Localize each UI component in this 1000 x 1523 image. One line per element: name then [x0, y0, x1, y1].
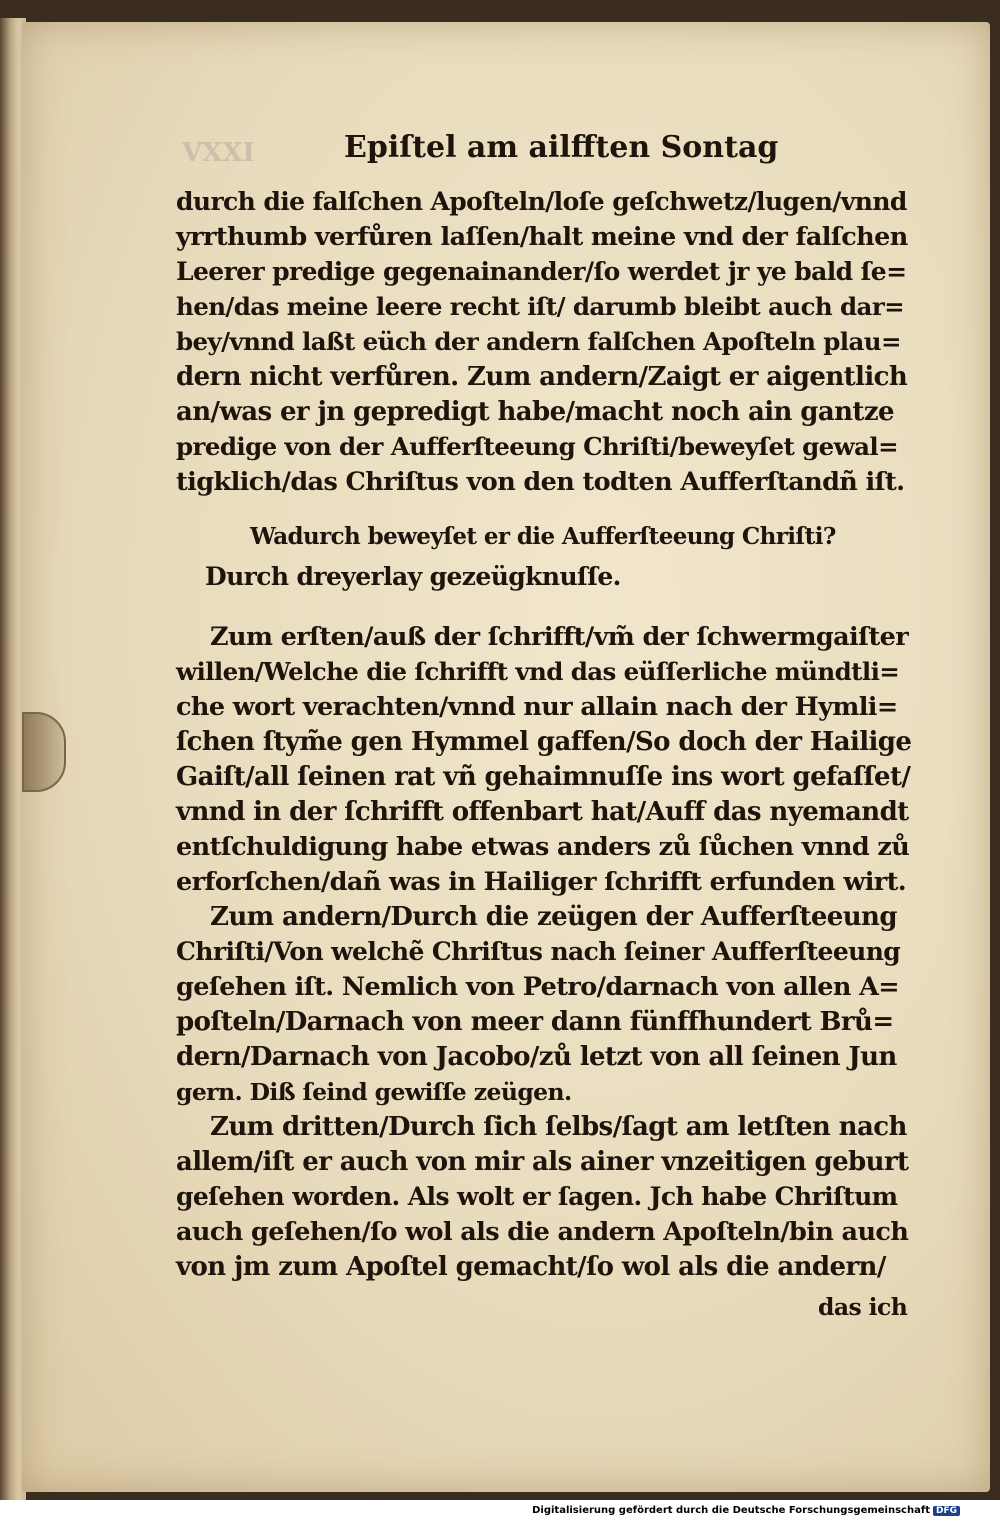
- catchword: das ich: [818, 1293, 908, 1321]
- text-line: durch die falſchen Apoſteln/loſe geſchwetz/lugen/vnnd: [176, 187, 907, 216]
- text-line: tigklich/das Chriſtus von den todten Aufferſtandñ iſt.: [176, 467, 905, 497]
- dfg-logo: DFG: [933, 1506, 960, 1516]
- text-line: che wort verachten/vnnd nur allain nach der Hymli=: [176, 692, 898, 722]
- text-line: hen/das meine leere recht iſt/ darumb bleibt auch dar=: [176, 292, 905, 321]
- text-line: willen/Welche die ſchrifft vnd das eüſſerliche mündtli=: [176, 657, 900, 686]
- text-line: dern nicht verfůren. Zum andern/Zaigt er aigentlich: [176, 362, 908, 392]
- text-line: Zum dritten/Durch ſich ſelbs/ſagt am letſten nach: [210, 1112, 907, 1142]
- text-line: Gaiſt/all ſeinen rat vñ gehaimnuſſe ins wort gefaſſet/: [176, 762, 911, 792]
- clasp-shadow: [22, 712, 66, 792]
- footer-text: Digitalisierung gefördert durch die Deutsche Forschungsgemeinschaft: [532, 1505, 930, 1516]
- text-line: auch geſehen/ſo wol als die andern Apoſteln/bin auch: [176, 1217, 909, 1247]
- text-line: an/was er jn gepredigt habe/macht noch ain gantze: [176, 397, 894, 427]
- text-line: gern. Diß ſeind gewiſſe zeügen.: [176, 1078, 572, 1106]
- question-line: Wadurch beweyſet er die Aufferſteeung Chriſti?: [250, 523, 836, 550]
- text-line: Zum andern/Durch die zeügen der Aufferſteeung: [210, 902, 897, 932]
- text-line: Chriſti/Von welchẽ Chriſtus nach ſeiner Aufferſteeung: [176, 937, 901, 966]
- text-line: vnnd in der ſchrifft offenbart hat/Auff das nyemandt: [176, 797, 909, 827]
- text-line: bey/vnnd laßt eüch der andern falſchen Apoſteln plau=: [176, 327, 901, 356]
- funding-footer: [532, 1505, 960, 1516]
- text-line: allem/iſt er auch von mir als ainer vnzeitigen geburt: [176, 1147, 909, 1177]
- running-head: Epiſtel am ailfften Sontag: [344, 130, 779, 165]
- text-line: predige von der Aufferſteeung Chriſti/beweyſet gewal=: [176, 432, 899, 461]
- text-line: Zum erſten/auß der ſchrifft/vm̃ der ſchwermgaiſter: [210, 622, 909, 652]
- text-line: ſchen ſtym̃e gen Hymmel gaffen/So doch der Hailige: [176, 727, 912, 757]
- text-line: yrrthumb verfůren laſſen/halt meine vnd der falſchen: [176, 222, 908, 252]
- answer-line: Durch dreyerlay gezeügknuſſe.: [205, 562, 621, 591]
- text-line: Leerer predige gegenainander/ſo werdet jr ye bald ſe=: [176, 257, 907, 286]
- marginal-note: VXXI: [182, 138, 255, 168]
- text-line: erforſchen/dañ was in Hailiger ſchrifft erfunden wirt.: [176, 867, 907, 897]
- text-line: dern/Darnach von Jacobo/zů letzt von all ſeinen Jun: [176, 1042, 897, 1072]
- text-line: entſchuldigung habe etwas anders zů ſůchen vnnd zů: [176, 832, 910, 862]
- text-line: von jm zum Apoſtel gemacht/ſo wol als die andern/: [176, 1252, 886, 1282]
- text-line: poſteln/Darnach von meer dann fünffhundert Brů=: [176, 1007, 894, 1037]
- text-line: geſehen iſt. Nemlich von Petro/darnach von allen A=: [176, 972, 900, 1002]
- text-line: geſehen worden. Als wolt er ſagen. Jch habe Chriſtum: [176, 1182, 898, 1211]
